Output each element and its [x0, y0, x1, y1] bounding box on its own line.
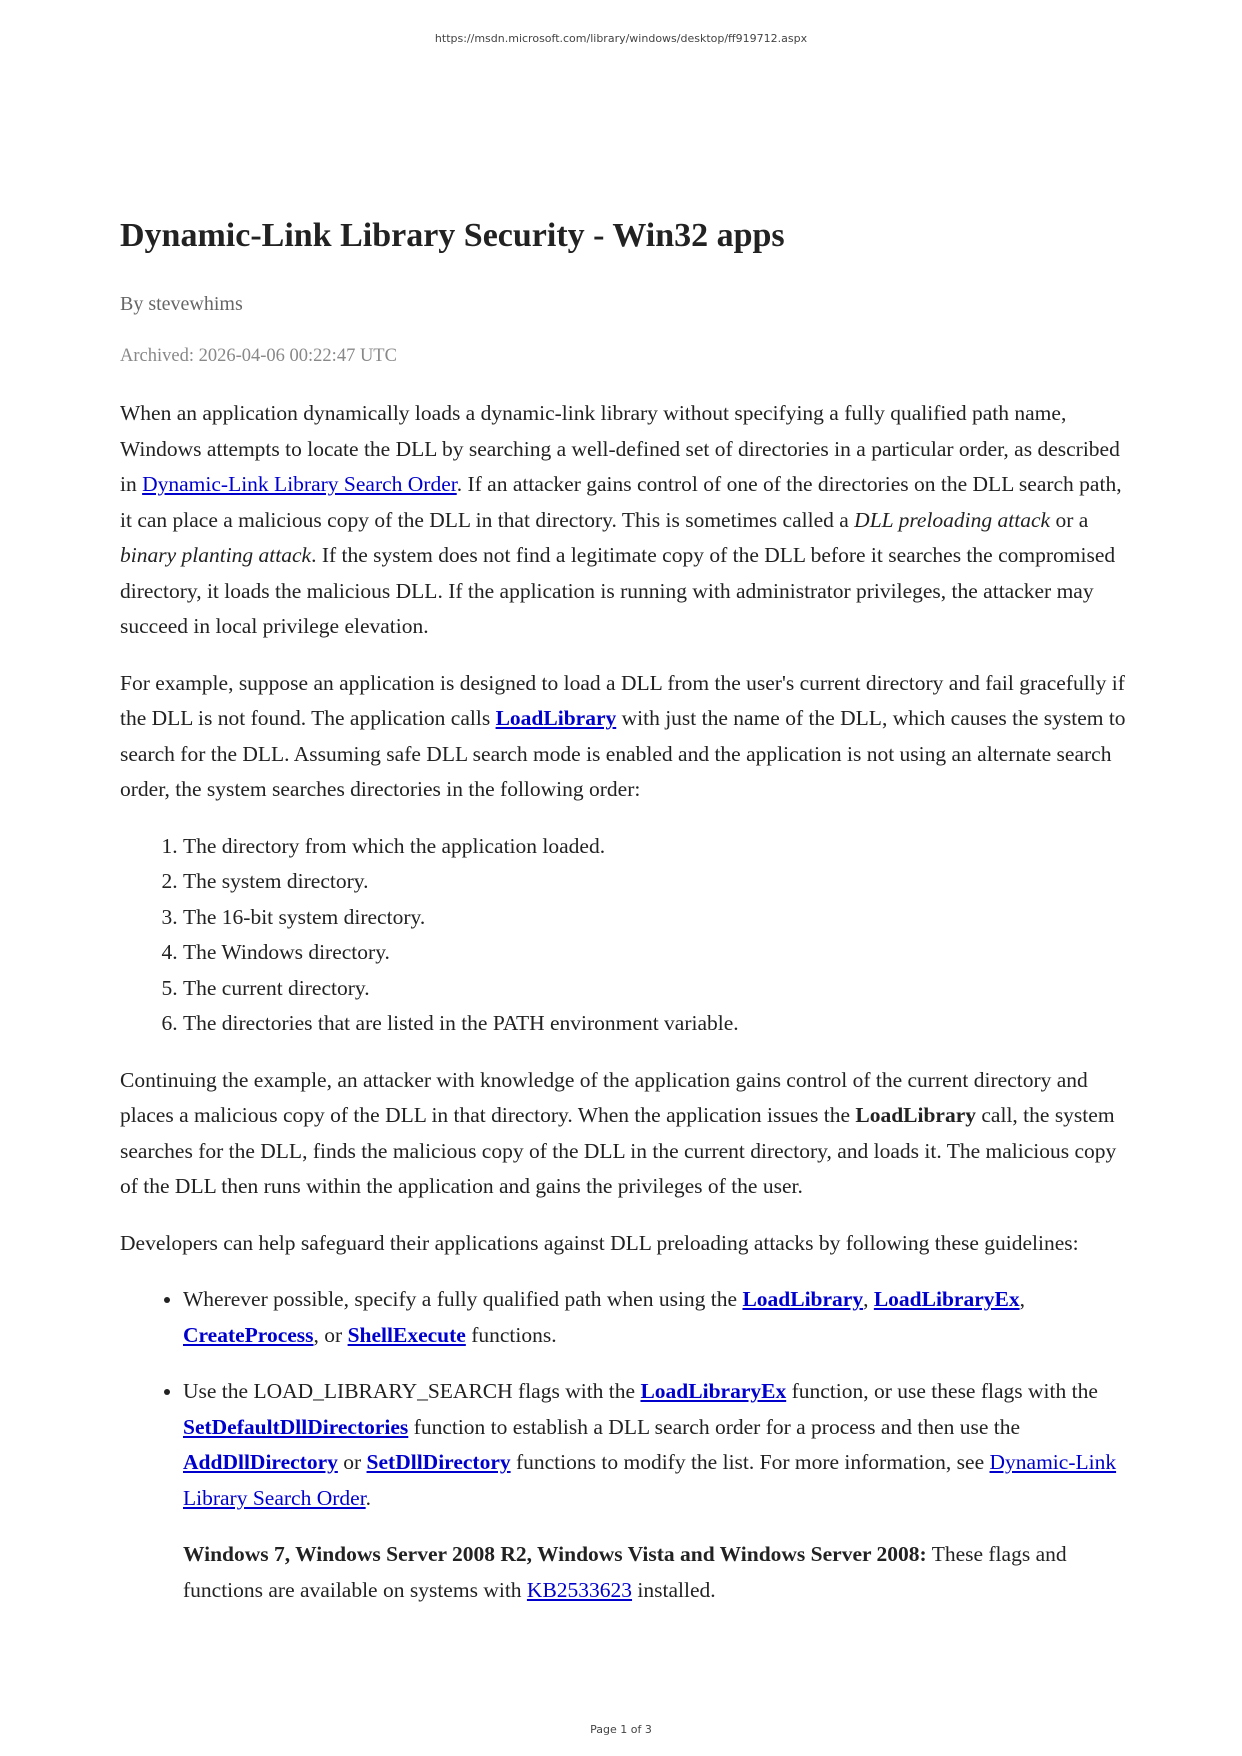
guidelines-list [120, 1282, 1135, 1516]
link-kb2533623[interactable]: KB2533623 [526, 1577, 633, 1602]
list-item: 1. The directory from which the application loaded. [183, 829, 1135, 865]
byline: By stevewhims [120, 293, 243, 315]
text: . If an attacker gains control of one of the directories on the DLL search path, it can place a malicious copy of the DLL in that directory. This is sometimes called a [120, 472, 1122, 532]
link-loadlibrary[interactable]: LoadLibrary [495, 706, 617, 730]
list-item: 5. The current directory. [183, 971, 1135, 1007]
term: DLL preloading attack [854, 507, 1051, 532]
text: These flags and functions are available on systems with [183, 1542, 1067, 1602]
text: or [337, 1450, 367, 1474]
paragraph-intro [120, 396, 1135, 645]
term: LoadLibrary [855, 1103, 977, 1127]
text: Continuing the example, an attacker with knowledge of the application gains control of the current directory and places a malicious copy of the DLL in that directory. When the application issues the [120, 1067, 1088, 1127]
paragraph-example [120, 666, 1135, 808]
note [120, 1537, 1135, 1608]
link-shellexecute[interactable]: ShellExecute [347, 1322, 466, 1347]
list-item: 2. The system directory. [183, 864, 1135, 900]
paragraph-continuing [120, 1063, 1135, 1205]
list-item: 4. The Windows directory. [183, 935, 1135, 971]
list-item: 6. The directories that are listed in the PATH environment variable. [183, 1006, 1135, 1042]
link-createprocess[interactable]: CreateProcess [183, 1322, 314, 1347]
archived-date: Archived: 2026-04-06 00:22:47 UTC [120, 346, 397, 366]
text: , [1019, 1287, 1025, 1311]
text: functions. [465, 1322, 557, 1347]
text: , [863, 1287, 874, 1311]
link-setdlldirectory[interactable]: SetDllDirectory [366, 1450, 511, 1474]
link-loadlibrary[interactable]: LoadLibrary [742, 1287, 864, 1311]
list-item [183, 1282, 1135, 1353]
link-adddlldirectory[interactable]: AddDllDirectory [183, 1450, 338, 1474]
text: , or [313, 1322, 348, 1347]
text: Wherever possible, specify a fully qualified path when using the [183, 1287, 743, 1311]
page-number: Page 1 of 3 [590, 1723, 652, 1736]
search-order-list [120, 829, 1135, 1042]
text: function, or use these flags with the [786, 1379, 1098, 1403]
link-search-order[interactable]: Dynamic-Link Library Search Order [142, 472, 457, 496]
text: functions to modify the list. For more information, see [510, 1450, 990, 1474]
text: or a [1050, 507, 1089, 532]
text: installed. [632, 1577, 716, 1602]
text: call, the system searches for the DLL, finds the malicious copy of the DLL in the current directory, and loads it. The malicious copy of the DLL then runs within the application and gains the privileges of the user. [120, 1103, 1117, 1198]
link-loadlibraryex[interactable]: LoadLibraryEx [873, 1287, 1020, 1311]
link-search-order[interactable]: Dynamic-Link Library Search Order [183, 1450, 1117, 1510]
list-item [183, 1374, 1135, 1516]
article [120, 212, 1135, 1629]
text: Use the LOAD_LIBRARY_SEARCH flags with the [183, 1379, 641, 1403]
text: with just the name of the DLL, which causes the system to search for the DLL. Assuming safe DLL search mode is enabled and the application is not using an alternate search order, the system searches directories in the following order: [120, 706, 1126, 801]
paragraph-guidelines: Developers can help safeguard their applications against DLL preloading attacks by following these guidelines: [120, 1230, 1079, 1255]
term: binary planting attack [120, 543, 312, 567]
text: When an application dynamically loads a dynamic-link library without specifying a fully qualified path name, Windows attempts to locate the DLL by searching a well-defined set of directories in a particular order, as described in [120, 401, 1120, 496]
note-label: Windows 7, Windows Server 2008 R2, Windows Vista and Windows Server 2008: [183, 1542, 927, 1566]
text: function to establish a DLL search order for a process and then use the [408, 1414, 1021, 1439]
page-url: https://msdn.microsoft.com/library/windows/desktop/ff919712.aspx [434, 32, 808, 45]
page-title: Dynamic-Link Library Security - Win32 apps [120, 217, 785, 254]
list-item: 3. The 16-bit system directory. [183, 900, 1135, 936]
link-loadlibraryex[interactable]: LoadLibraryEx [640, 1379, 787, 1403]
text: . If the system does not find a legitimate copy of the DLL before it searches the compromised directory, it loads the malicious DLL. If the application is running with administrator privileges, the attacker may succeed in local privilege elevation. [120, 543, 1116, 638]
text: For example, suppose an application is designed to load a DLL from the user's current directory and fail gracefully if the DLL is not found. The application calls [120, 670, 1125, 730]
text: . [365, 1485, 372, 1510]
link-setdefaultdlldirectories[interactable]: SetDefaultDllDirectories [183, 1414, 409, 1439]
